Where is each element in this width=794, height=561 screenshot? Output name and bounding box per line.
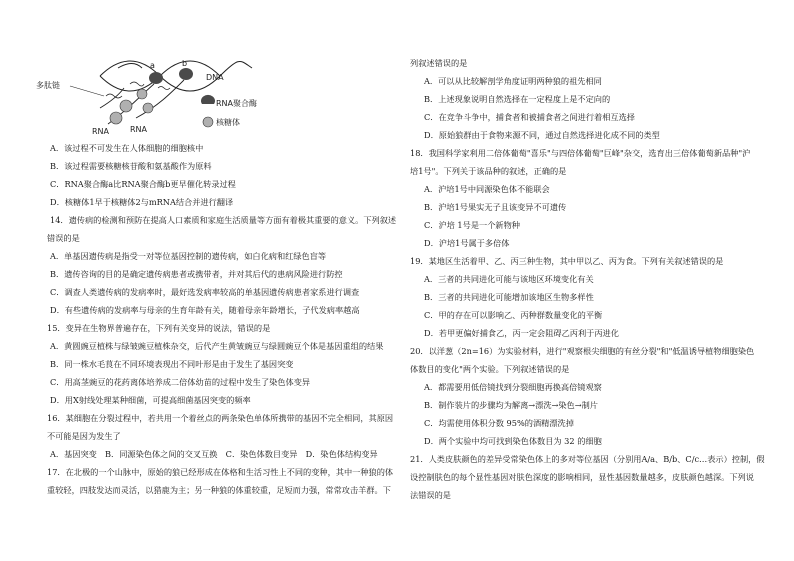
q17-option-c: C．在竞争斗争中，捕食者和被捕食者之间进行着相互选择: [424, 112, 635, 122]
q16-stem: 16．某细胞在分裂过程中，若共用一个着丝点的两条染色单体所携带的基因不完全相同，其原因: [47, 413, 394, 423]
ribosome-3: [137, 89, 147, 99]
q20-stem: 20．以洋葱（2n=16）为实验材料，进行"观察根尖细胞的有丝分裂"和"低温诱导植物细胞染色: [410, 346, 755, 356]
ribosome-4: [143, 103, 153, 113]
dna-label: DNA: [206, 73, 224, 82]
label-a: a: [150, 61, 155, 70]
q16-options: A．基因突变 B．同源染色体之间的交叉互换 C．染色体数目变异 D．染色体结构变异: [50, 449, 378, 459]
q19-option-a: A．三者的共同进化可能与该地区环境变化有关: [424, 274, 594, 284]
q17-stem-end: 列叙述错误的是: [410, 58, 468, 68]
rna-label-2: RNA: [92, 127, 110, 136]
q15-option-d: D．用X射线处理某种细菌，可提高细菌基因突变的频率: [50, 395, 251, 405]
q13-option-a: A．该过程不可发生在人体细胞的细胞核中: [50, 143, 204, 153]
q20-option-b: B．制作装片的步骤均为解离→漂洗→染色→制片: [424, 400, 598, 410]
q14-option-c: C．调查人类遗传病的发病率时，最好选发病率较高的单基因遗传病患者家系进行调查: [50, 287, 360, 297]
q17-stem: 17．在北极的一个山脉中，原始的狼已经形成在体格和生活习性上不同的变种，其中一种狼的体: [47, 467, 394, 477]
label-b: b: [182, 59, 188, 68]
q14-stem: 14．遗传病的检测和预防在提高人口素质和家庭生活质量等方面有着极其重要的意义。下列叙述: [50, 215, 397, 225]
q20-option-c: C．均需使用体积分数 95%的酒精漂洗掉: [424, 418, 574, 428]
q15-option-c: C．用高茎豌豆的花药离体培养成二倍体幼苗的过程中发生了染色体变异: [50, 377, 311, 387]
rna-polymerase-b: [179, 68, 193, 80]
q14-option-b: B．遗传咨询的目的是确定遗传病患者或携带者，并对其后代的患病风险进行防控: [50, 269, 343, 279]
q18-option-a: A．沪培1号中同源染色体不能联会: [424, 184, 550, 194]
q15-option-a: A．黄圆豌豆植株与绿皱豌豆植株杂交，后代产生黄皱豌豆与绿圆豌豆个体是基因重组的结果: [50, 341, 384, 351]
polypeptide-label: 多肽链: [36, 81, 60, 90]
q18-stem: 18．我国科学家利用二倍体葡萄"喜乐"与四倍体葡萄"巨峰"杂交，选育出三倍体葡萄新品种"沪: [410, 148, 751, 158]
q17-option-b: B．上述现象说明自然选择在一定程度上是不定向的: [424, 94, 611, 104]
ribosome-1: [120, 100, 132, 112]
ribosome-2: [110, 112, 122, 124]
q14-option-a: A．单基因遗传病是指受一对等位基因控制的遗传病，如白化病和红绿色盲等: [50, 251, 327, 261]
rna-polymerase-legend: RNA聚合酶: [216, 99, 258, 108]
q14-stem-cont: 错误的是: [47, 233, 80, 243]
q18-stem-cont: 培1号"。下列关于该品种的叙述，正确的是: [410, 166, 567, 176]
q21-stem-cont: 设控制肤色的每个显性基因对肤色深度的影响相同，显性基因数量越多，皮肤颜色越深。下列说: [410, 472, 754, 482]
q18-option-d: D．沪培1号属于多倍体: [424, 238, 510, 248]
q17-option-a: A．可以从比较解剖学角度证明两种狼的祖先相同: [424, 76, 602, 86]
polypeptide-pointer: [70, 86, 104, 96]
q15-option-b: B．同一株水毛茛在不同环境表现出不同叶形是由于发生了基因突变: [50, 359, 294, 369]
q20-option-d: D．两个实验中均可找到染色体数目为 32 的细胞: [424, 436, 602, 446]
q19-option-c: C．甲的存在可以影响乙、丙种群数量变化的平衡: [424, 310, 603, 320]
q17-stem-cont: 重较轻，四肢发达而灵活，以猎鹿为主；另一种狼的体重较重，足短而力强，常常攻击羊群。下: [47, 485, 391, 495]
rna-polymerase-legend-icon: [201, 95, 215, 104]
transcription-translation-diagram: [30, 48, 260, 140]
q16-stem-cont: 不可能是因为发生了: [47, 431, 121, 441]
q13-option-b: B．该过程需要核糖核苷酸和氨基酸作为原料: [50, 161, 212, 171]
q19-option-d: D．若甲更偏好捕食乙，丙一定会阻碍乙丙利于丙进化: [424, 328, 619, 338]
q20-option-a: A．都需要用低倍镜找到分裂细胞再换高倍镜观察: [424, 382, 602, 392]
q21-stem-end: 法错误的是: [410, 490, 451, 500]
q13-option-d: D．核糖体1早于核糖体2与mRNA结合并进行翻译: [50, 197, 234, 207]
dna-helix: [100, 61, 252, 91]
ribosome-legend-icon: [203, 117, 213, 127]
q19-option-b: B．三者的共同进化可能增加该地区生物多样性: [424, 292, 594, 302]
q17-option-d: D．原始狼群由于食物来源不同，通过自然选择进化成不同的类型: [424, 130, 660, 140]
q19-stem: 19．某地区生活着甲、乙、丙三种生物，其中甲以乙、丙为食。下列有关叙述错误的是: [410, 256, 724, 266]
rna-polymerase-a: [149, 72, 163, 84]
q14-option-d: D．有些遗传病的发病率与母亲的生育年龄有关，随着母亲年龄增长，子代发病率越高: [50, 305, 360, 315]
ribosome-legend: 核糖体: [216, 118, 240, 127]
q18-option-c: C．沪培 1号是一个新物种: [424, 220, 520, 230]
q21-stem: 21．人类皮肤颜色的差异受常染色体上的多对等位基因（分别用A/a、B/b、C/c…表示）控制，假: [410, 454, 765, 464]
q15-stem: 15．变异在生物界普遍存在，下列有关变异的说法，错误的是: [47, 323, 271, 333]
rna-label-1: RNA: [130, 125, 148, 134]
q13-option-c: C．RNA聚合酶a比RNA聚合酶b更早催化转录过程: [50, 179, 236, 189]
q18-option-b: B．沪培1号果实无子且该变异不可遗传: [424, 202, 567, 212]
q20-stem-cont: 体数目的变化"两个实验。下列叙述错误的是: [410, 364, 570, 374]
